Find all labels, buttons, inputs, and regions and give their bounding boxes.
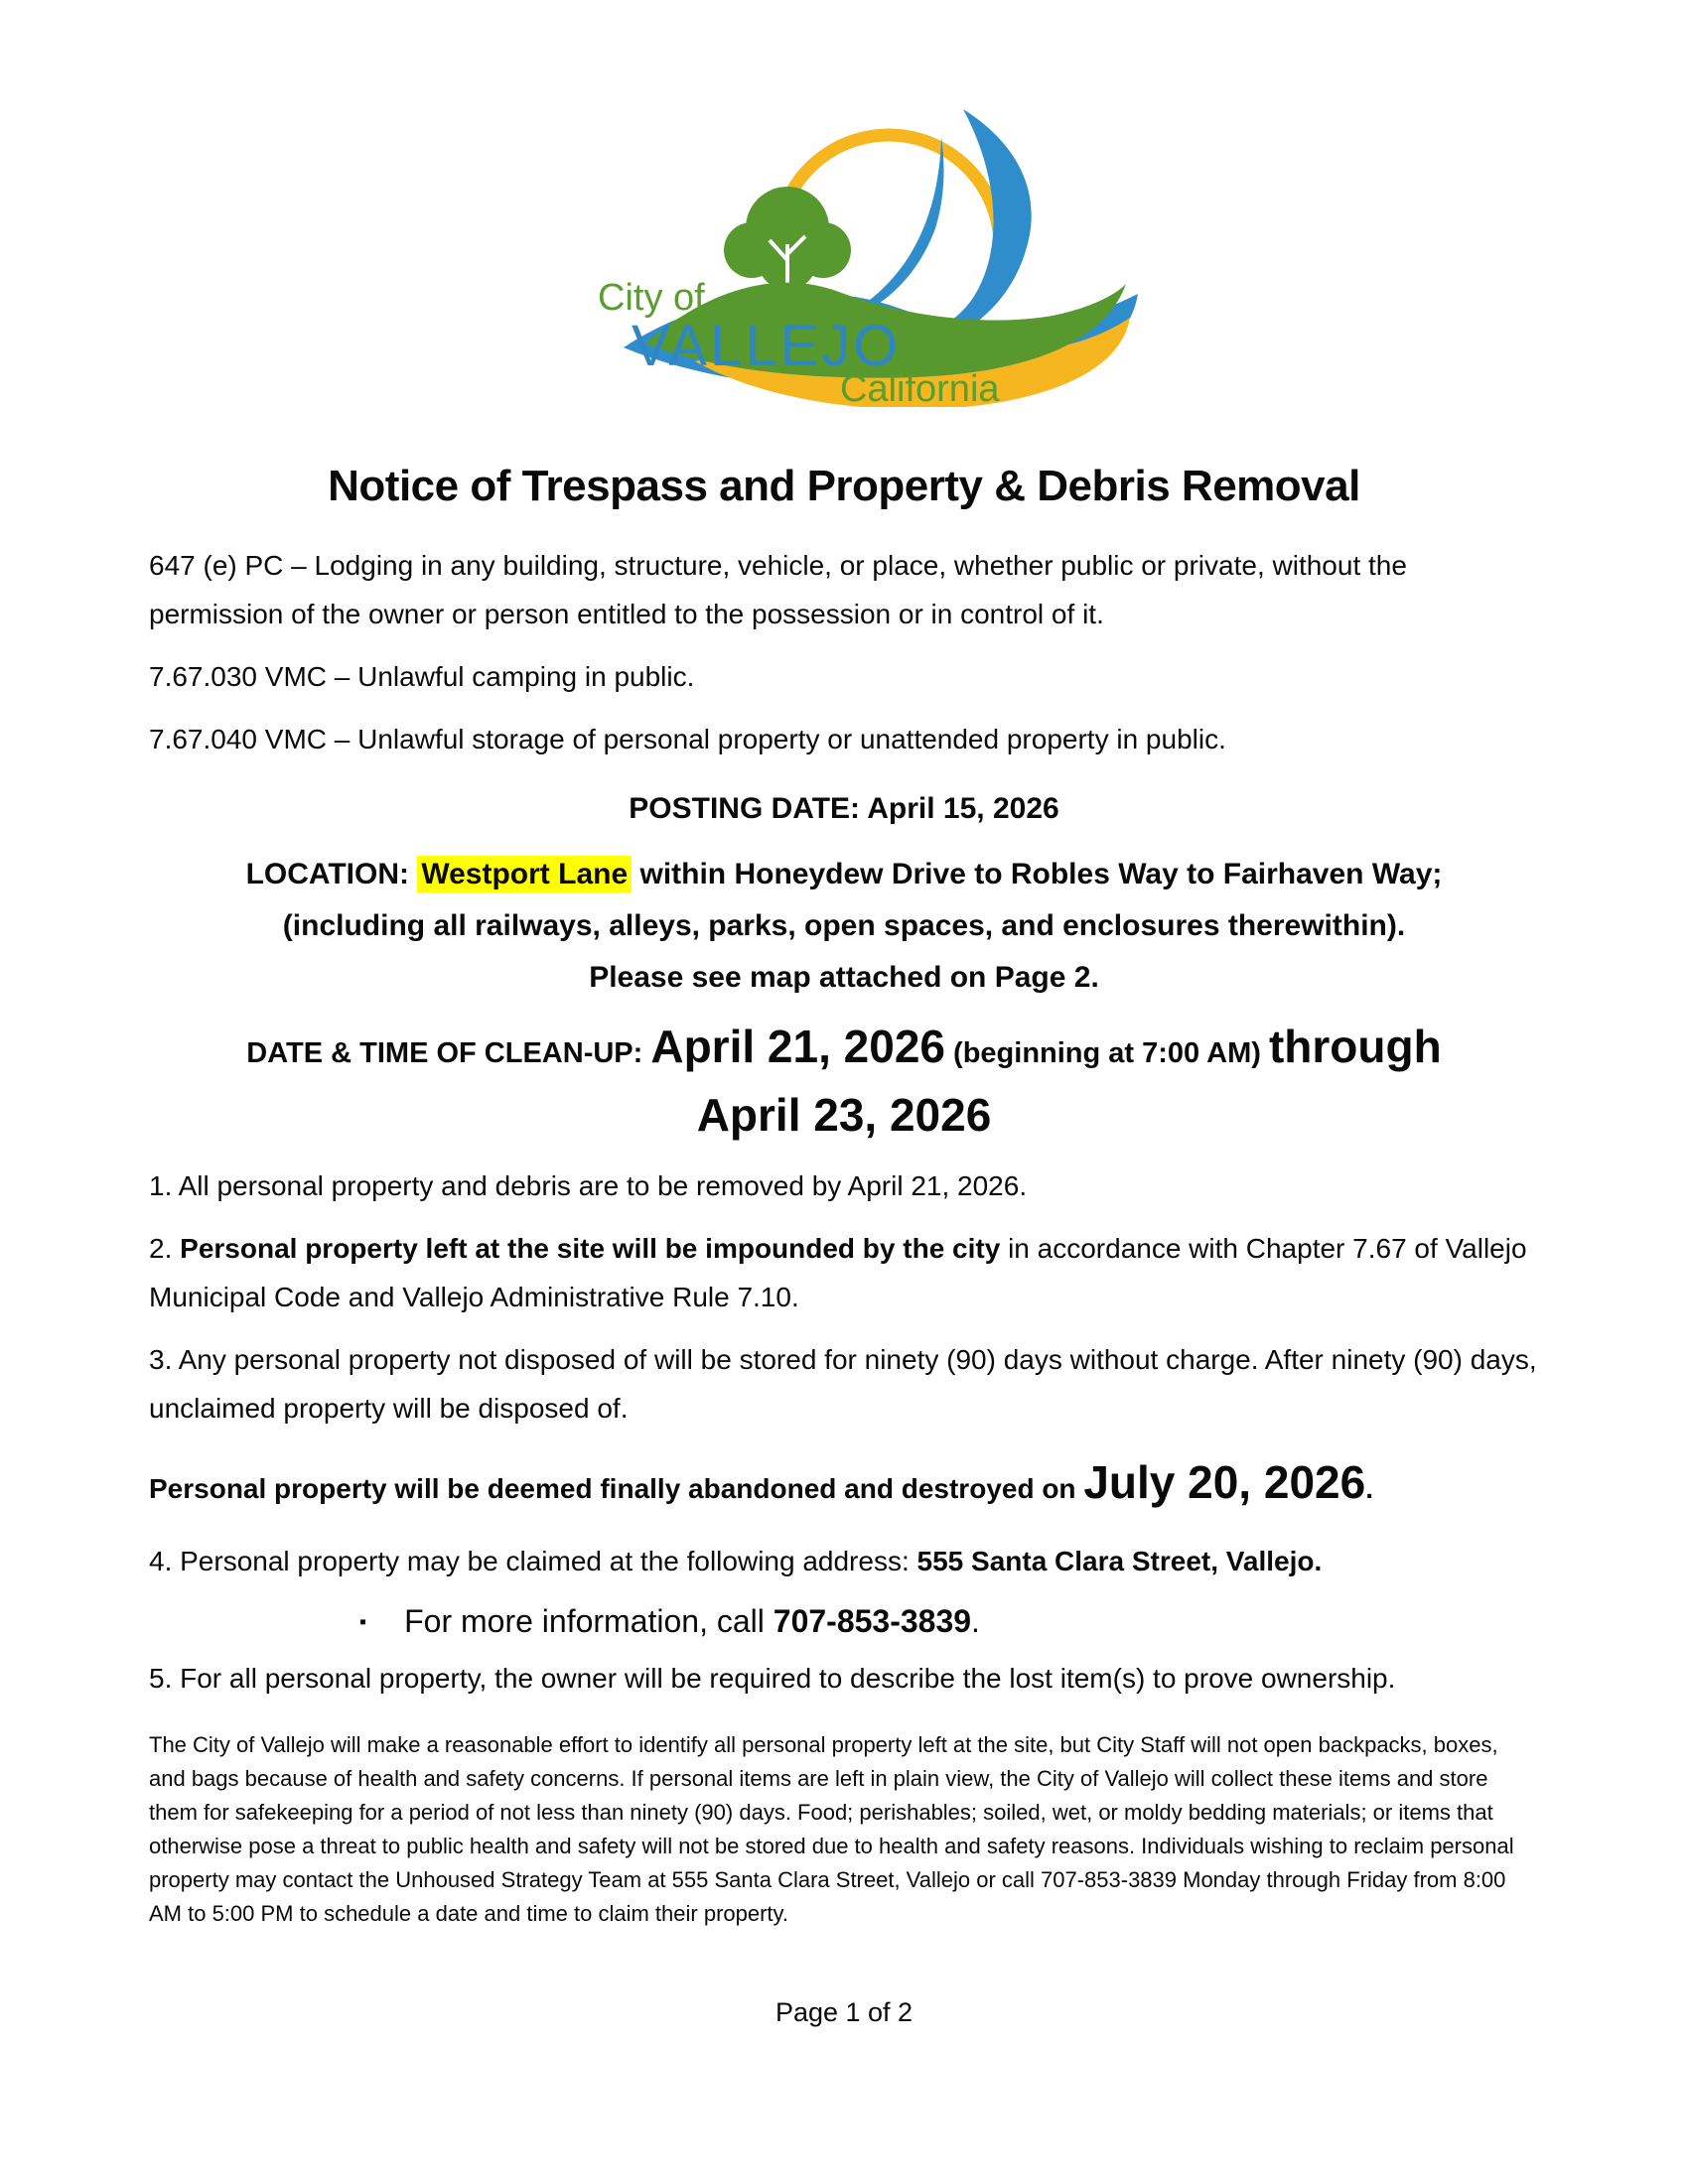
page-title: Notice of Trespass and Property & Debris Removal	[328, 462, 1360, 510]
logo-state: California	[840, 368, 1000, 407]
code-767-040-vmc: 7.67.040 VMC – Unlawful storage of personal property or unattended property in public.	[149, 724, 1226, 754]
notice-body	[0, 541, 1688, 1931]
item-2-number: 2.	[149, 1233, 181, 1264]
code-647-pc: 647 (e) PC – Lodging in any building, structure, vehicle, or place, whether public or private, without the permission of the owner or person entitled to the possession or in control of it.	[149, 550, 1407, 629]
abandonment-period: .	[1365, 1473, 1373, 1504]
page-footer: Page 1 of 2	[774, 1997, 914, 2027]
abandonment-notice	[149, 1452, 1539, 1519]
bullet-period: .	[971, 1603, 980, 1639]
square-bullet-icon: ▪	[359, 1611, 367, 1633]
cleanup-heading	[149, 1016, 1539, 1146]
abandonment-date: July 20, 2026	[1083, 1456, 1366, 1508]
phone-number: 707-853-3839	[773, 1603, 972, 1639]
abandonment-text: Personal property will be deemed finally abandoned and destroyed on	[149, 1473, 1084, 1504]
location-line-1	[149, 849, 1539, 900]
cleanup-end-date: April 23, 2026	[696, 1089, 992, 1141]
cleanup-line-1	[149, 1016, 1539, 1084]
location-highlight: Westport Lane	[417, 856, 632, 892]
code-767-030-vmc: 7.67.030 VMC – Unlawful camping in public.	[149, 661, 695, 692]
list-item-3: 3. Any personal property not disposed of will be stored for ninety (90) days without charge. After ninety (90) days, unclaimed property will be disposed of.	[149, 1344, 1537, 1424]
location-street-range: within Honeydew Drive to Robles Way to Fairhaven Way;	[632, 858, 1443, 890]
info-bullet-line	[359, 1595, 1539, 1648]
cleanup-label: DATE & TIME OF CLEAN-UP:	[246, 1037, 651, 1069]
cleanup-time-note: (beginning at 7:00 AM)	[944, 1037, 1269, 1069]
posting-date-heading: POSTING DATE: April 15, 2026	[629, 792, 1059, 825]
item-2-impound-notice: Personal property left at the site will be impounded by the city	[180, 1233, 1001, 1264]
location-map-note: Please see map attached on Page 2.	[589, 961, 1099, 994]
item-2-code-reference: in accordance with Chapter 7.67 of Vallejo Municipal Code and Vallejo Administrative Rule 7.10.	[149, 1233, 1527, 1312]
claim-address: 555 Santa Clara Street, Vallejo.	[916, 1546, 1323, 1576]
location-label: LOCATION:	[245, 858, 418, 890]
vallejo-logo-graphic	[546, 79, 1142, 407]
cleanup-through: through	[1268, 1021, 1442, 1072]
location-heading	[149, 849, 1539, 1004]
list-item-5: 5. For all personal property, the owner will be required to describe the lost item(s) to prove ownership.	[149, 1663, 1396, 1694]
list-item-4	[149, 1537, 1539, 1585]
location-line-2: (including all railways, alleys, parks, open spaces, and enclosures therewithin).	[282, 909, 1406, 942]
list-item-2	[149, 1224, 1539, 1321]
bullet-text: For more information, call	[404, 1603, 774, 1639]
city-of-vallejo-logo	[546, 79, 1142, 412]
cleanup-start-date: April 21, 2026	[650, 1021, 945, 1072]
fine-print-paragraph: The City of Vallejo will make a reasonable effort to identify all personal property left at the site, but City Staff will not open backpacks, boxes, and bags because of health and safety concerns. If personal items are left in plain view, the City of Vallejo will collect these items and store them for safekeeping for a period of not less than ninety (90) days. Food; perishables; soiled, wet, or moldy bedding materials; or items that otherwise pose a threat to public health and safety will not be stored due to health and safety reasons. Individuals wishing to reclaim personal property may contact the Unhoused Strategy Team at 555 Santa Clara Street, Vallejo or call 707-853-3839 Monday through Friday from 8:00 AM to 5:00 PM to schedule a date and time to claim their property.	[149, 1732, 1514, 1926]
list-item-1: 1. All personal property and debris are to be removed by April 21, 2026.	[149, 1170, 1028, 1201]
item-4-text: 4. Personal property may be claimed at the following address:	[149, 1546, 917, 1576]
logo-city-name: VALLEJO	[632, 314, 902, 378]
logo-city-of: City of	[598, 277, 705, 319]
